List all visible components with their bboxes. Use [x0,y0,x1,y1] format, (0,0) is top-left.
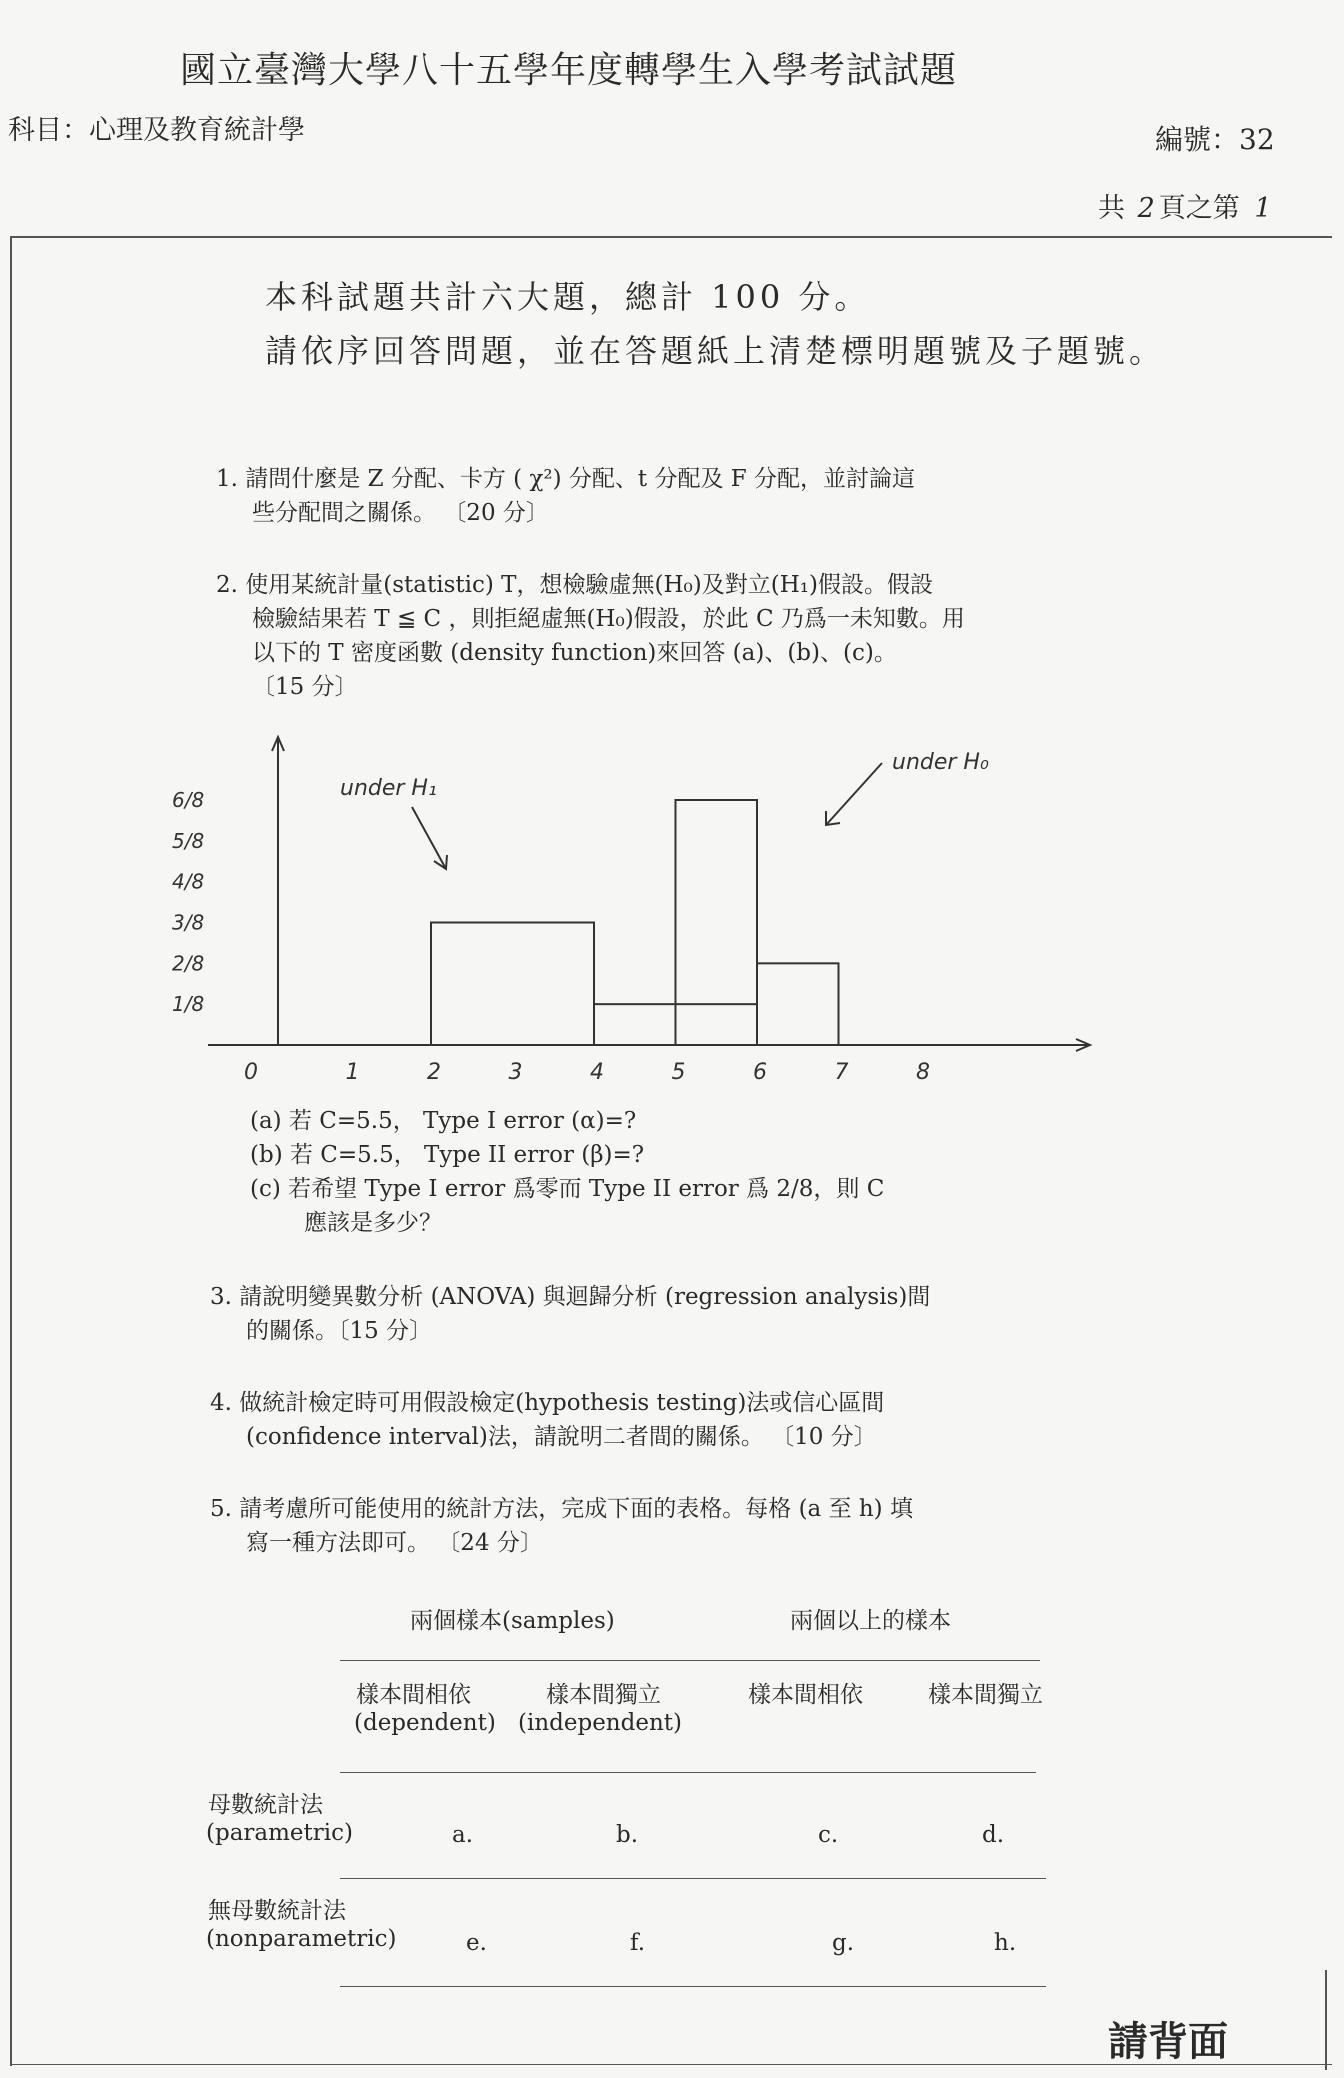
question-3-line-1: 3. 請說明變異數分析 (ANOVA) 與迴歸分析 (regression analysis)間 [210,1284,931,1310]
page-current: 1 [1254,193,1272,224]
page-total: 2 [1137,193,1155,224]
table-col-4-header: 樣本間獨立 [928,1682,1043,1708]
x-tick-label: 5 [671,1060,686,1085]
table-rule-4 [340,1986,1046,1987]
x-tick-label: 1 [345,1060,360,1085]
series-label-h1: under H₁ [340,776,437,801]
page-prefix: 共 [1098,193,1125,224]
question-2c-line-2: 應該是多少？ [304,1210,442,1236]
subject-label: 科目：心理及教育統計學 [8,115,305,146]
top-frame-line [10,236,1332,238]
question-4-line-1: 4. 做統計檢定時可用假設檢定(hypothesis testing)法或信心區間 [210,1390,885,1416]
table-cell-a: a. [452,1822,474,1848]
question-5-line-1: 5. 請考慮所可能使用的統計方法，完成下面的表格。每格 (a 至 h) 填 [210,1496,913,1522]
question-2-line-1: 2. 使用某統計量(statistic) T，想檢驗虛無(H₀)及對立(H₁)假設。假設 [216,572,933,598]
x-tick-label: 6 [753,1060,767,1085]
table-cell-e: e. [466,1930,487,1956]
series-arrow-h0 [826,763,882,825]
page-indicator [1098,186,1272,225]
question-2-line-2: 檢驗結果若 T ≦ C ，則拒絕虛無(H₀)假設，於此 C 乃爲一未知數。用 [252,606,965,632]
right-frame-line [1325,1970,1327,2070]
turn-over-stamp: 請背面 [1108,2018,1228,2065]
x-tick-label: 2 [427,1060,441,1085]
table-group-two-samples: 兩個樣本(samples) [410,1608,615,1634]
exam-title: 國立臺灣大學八十五學年度轉學生入學考試試題 [180,50,958,91]
series-label-h0: under H₀ [892,750,989,775]
table-row-1-label: 母數統計法 [208,1792,323,1818]
question-2b: (b) 若 C=5.5， Type II error (β)=? [250,1142,645,1168]
question-2a: (a) 若 C=5.5， Type I error (α)=? [250,1108,637,1134]
table-group-more-samples: 兩個以上的樣本 [790,1608,951,1634]
question-2-line-4: 〔15 分〕 [252,674,358,700]
density-step [757,963,839,1045]
table-row-2-label: 無母數統計法 [208,1898,346,1924]
table-col-1-header-en: (dependent) [354,1710,496,1736]
y-tick-label: 4/8 [172,869,205,894]
table-rule-3 [340,1878,1046,1879]
y-tick-label: 2/8 [172,951,205,976]
question-4-line-2: (confidence interval)法，請說明二者間的關係。 〔10 分〕 [246,1424,877,1450]
table-col-2-header-en: (independent) [518,1710,682,1736]
x-tick-label: 0 [244,1060,258,1085]
x-tick-label: 7 [834,1060,849,1085]
y-tick-label: 1/8 [172,992,205,1017]
table-cell-h: h. [994,1930,1017,1956]
table-cell-g: g. [832,1930,855,1956]
table-row-1-label-en: (parametric) [206,1820,353,1846]
density-step [676,800,758,1045]
table-cell-d: d. [982,1822,1005,1848]
y-tick-label: 6/8 [172,788,205,812]
table-cell-f: f. [630,1930,646,1956]
table-col-3-header: 樣本間相依 [748,1682,863,1708]
density-function-chart [150,725,1120,1105]
x-tick-label: 4 [590,1060,604,1085]
table-rule-2 [340,1772,1036,1773]
question-1-line-2: 些分配間之關係。 〔20 分〕 [252,500,549,526]
x-tick-label: 8 [916,1060,930,1085]
question-2c-line-1: (c) 若希望 Type I error 爲零而 Type II error 爲 2/8，則 C [250,1176,885,1202]
question-5-line-2: 寫一種方法即可。 〔24 分〕 [246,1530,543,1556]
density-step [431,923,594,1046]
table-col-2-header: 樣本間獨立 [546,1682,661,1708]
left-frame-line [10,236,12,2066]
table-rule-1 [340,1660,1040,1661]
exam-code: 編號：32 [1155,123,1275,156]
table-row-2-label-en: (nonparametric) [206,1926,397,1952]
question-1-line-1: 1. 請問什麼是 Z 分配、卡方 ( χ²) 分配、t 分配及 F 分配，並討論這 [216,466,916,492]
instruction-line-2: 請依序回答問題，並在答題紙上清楚標明題號及子題號。 [265,332,1166,370]
table-cell-b: b. [616,1822,639,1848]
y-tick-label: 5/8 [172,828,205,853]
series-arrow-h1 [412,807,446,869]
x-tick-label: 3 [508,1060,523,1085]
question-3-line-2: 的關係。〔15 分〕 [246,1318,433,1344]
table-cell-c: c. [818,1822,839,1848]
table-col-1-header: 樣本間相依 [356,1682,471,1708]
bottom-frame-line [10,2064,1332,2065]
page-middle: 頁之第 [1158,193,1240,224]
y-tick-label: 3/8 [172,910,205,935]
question-2-line-3: 以下的 T 密度函數 (density function)來回答 (a)、(b)、(c)。 [252,640,897,666]
instruction-line-1: 本科試題共計六大題，總計 100 分。 [265,278,871,316]
